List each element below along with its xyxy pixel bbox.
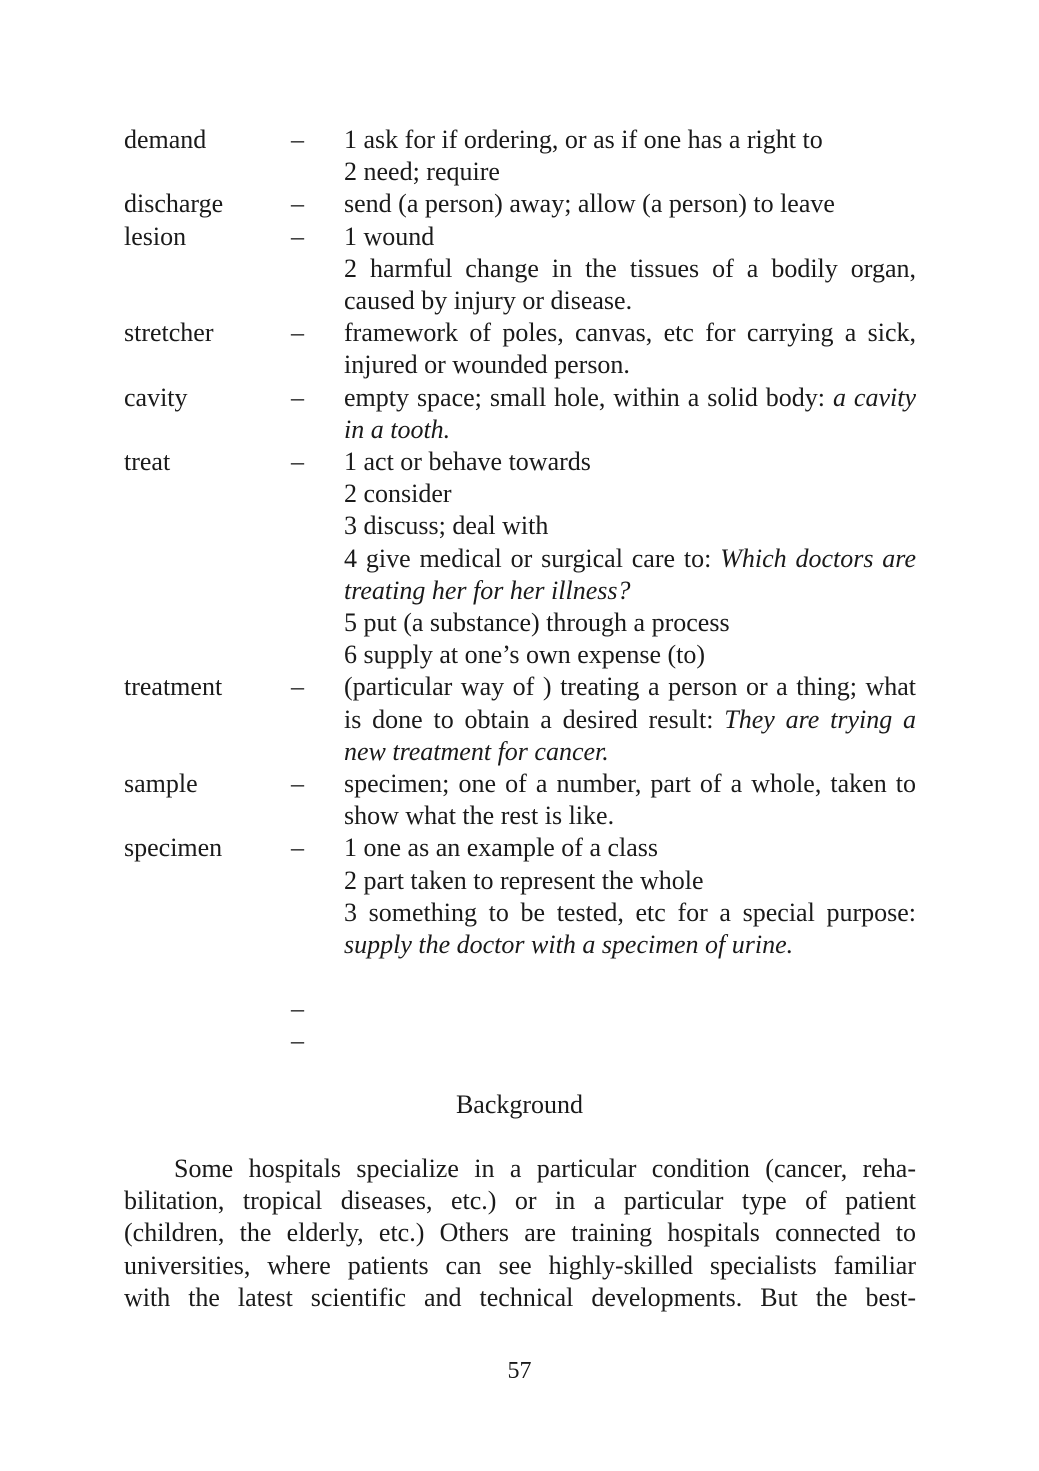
paragraph-line: bilitation, tropical diseases, etc.) or in a particular type of patient — [124, 1186, 916, 1216]
glossary-dash: – — [291, 189, 304, 219]
definition-line — [344, 510, 916, 542]
definition-text: 6 supply at one’s own expense (to) — [344, 640, 706, 670]
definition-text: 2 part taken to represent the whole — [344, 865, 704, 895]
definition-text: 2 harmful change in the tissues of a bodily organ, caused by injury or disease. — [344, 253, 916, 316]
definition-text: framework of poles, canvas, etc for carrying a sick, injured or wounded person. — [344, 318, 916, 380]
definition-line — [344, 832, 916, 864]
definition-line — [344, 446, 916, 478]
definition-text: 2 need; require — [344, 157, 500, 187]
definition-text: 3 discuss; deal with — [344, 511, 549, 541]
empty-entry — [124, 1025, 916, 1057]
glossary-dash: – — [291, 769, 304, 799]
definition-text: 4 give medical or surgical care to: — [344, 543, 721, 573]
glossary-term: specimen — [124, 833, 223, 863]
glossary-term: sample — [124, 769, 198, 799]
glossary-entry — [124, 317, 916, 381]
glossary-definitions — [344, 124, 916, 188]
glossary-term: treat — [124, 447, 171, 477]
definition-example: Which doctors are treating her for her illness? — [344, 543, 916, 605]
page-number: 57 — [507, 1358, 532, 1384]
glossary-entry — [124, 124, 916, 188]
glossary-term: lesion — [124, 221, 187, 251]
glossary-term: treatment — [124, 672, 223, 702]
empty-entry — [124, 993, 916, 1025]
definition-line — [344, 543, 916, 607]
definition-text: 2 consider — [344, 479, 452, 509]
definition-example: a cavity in a tooth. — [344, 382, 916, 444]
definition-text: 1 ask for if ordering, or as if one has a right to — [344, 125, 823, 154]
definition-line — [344, 382, 916, 446]
definition-line — [344, 253, 916, 317]
glossary-dash: – — [291, 994, 304, 1024]
glossary-definitions — [344, 221, 916, 318]
paragraph-line: with the latest scientific and technical developments. But the best- — [124, 1282, 916, 1312]
glossary-term: demand — [124, 125, 207, 154]
glossary-dash: – — [291, 447, 304, 477]
glossary-entry — [124, 446, 916, 671]
definition-text: send (a person) away; allow (a person) to leave — [344, 189, 835, 219]
glossary-term: cavity — [124, 382, 188, 412]
glossary-definitions — [344, 832, 916, 961]
definition-line — [344, 897, 916, 961]
glossary-term: discharge — [124, 189, 224, 219]
definition-text: specimen; one of a number, part of a whole, taken to show what the rest is like. — [344, 769, 916, 831]
definition-line — [344, 478, 916, 510]
definition-line — [344, 607, 916, 639]
glossary-entry — [124, 768, 916, 832]
definition-text: empty space; small hole, within a solid body: — [344, 382, 833, 412]
definition-text: (particular way of ) treating a person or a thing; what is done to obtain a desired result: — [344, 672, 916, 734]
definition-line — [344, 671, 916, 768]
definition-line — [344, 188, 916, 220]
glossary-dash: – — [291, 221, 304, 251]
glossary-dash: – — [291, 125, 304, 154]
paragraph-line: universities, where patients can see highly-skilled specialists familiar — [124, 1250, 916, 1280]
glossary-term: stretcher — [124, 318, 214, 348]
paragraph-line: Some hospitals specialize in a particular condition (cancer, reha- — [174, 1154, 916, 1183]
glossary-definitions — [344, 317, 916, 381]
definition-line — [344, 221, 916, 253]
paragraph-line: (children, the elderly, etc.) Others are training hospitals connected to — [124, 1218, 916, 1248]
glossary-entry — [124, 671, 916, 768]
definition-line — [344, 639, 916, 671]
glossary-entry — [124, 221, 916, 318]
definition-text: 1 one as an example of a class — [344, 833, 659, 863]
glossary-dash: – — [291, 318, 304, 348]
glossary-entry — [124, 832, 916, 961]
definition-example: supply the doctor with a specimen of urine. — [344, 930, 794, 960]
glossary-entry — [124, 382, 916, 446]
vocabulary-list — [124, 124, 916, 1058]
glossary-definitions — [344, 671, 916, 768]
glossary-definitions — [344, 768, 916, 832]
glossary-definitions — [344, 382, 916, 446]
definition-text: 1 wound — [344, 221, 435, 251]
glossary-dash: – — [291, 672, 304, 702]
definition-line — [344, 124, 916, 156]
definition-example: They are trying a new treatment for cancer. — [344, 704, 917, 766]
section-heading: Background — [455, 1090, 584, 1119]
definition-text: 1 act or behave towards — [344, 447, 591, 477]
definition-text: 5 put (a substance) through a process — [344, 608, 730, 638]
definition-line — [344, 865, 916, 897]
definition-line — [344, 317, 916, 381]
body-paragraph — [124, 1153, 916, 1314]
glossary-definitions — [344, 446, 916, 671]
glossary-definitions — [344, 188, 916, 220]
glossary-dash: – — [291, 833, 304, 863]
definition-line — [344, 156, 916, 188]
glossary-dash: – — [291, 382, 304, 412]
glossary-entry — [124, 188, 916, 220]
definition-text: 3 something to be tested, etc for a special purpose: — [344, 897, 916, 927]
definition-line — [344, 768, 916, 832]
glossary-dash: – — [291, 1026, 304, 1056]
